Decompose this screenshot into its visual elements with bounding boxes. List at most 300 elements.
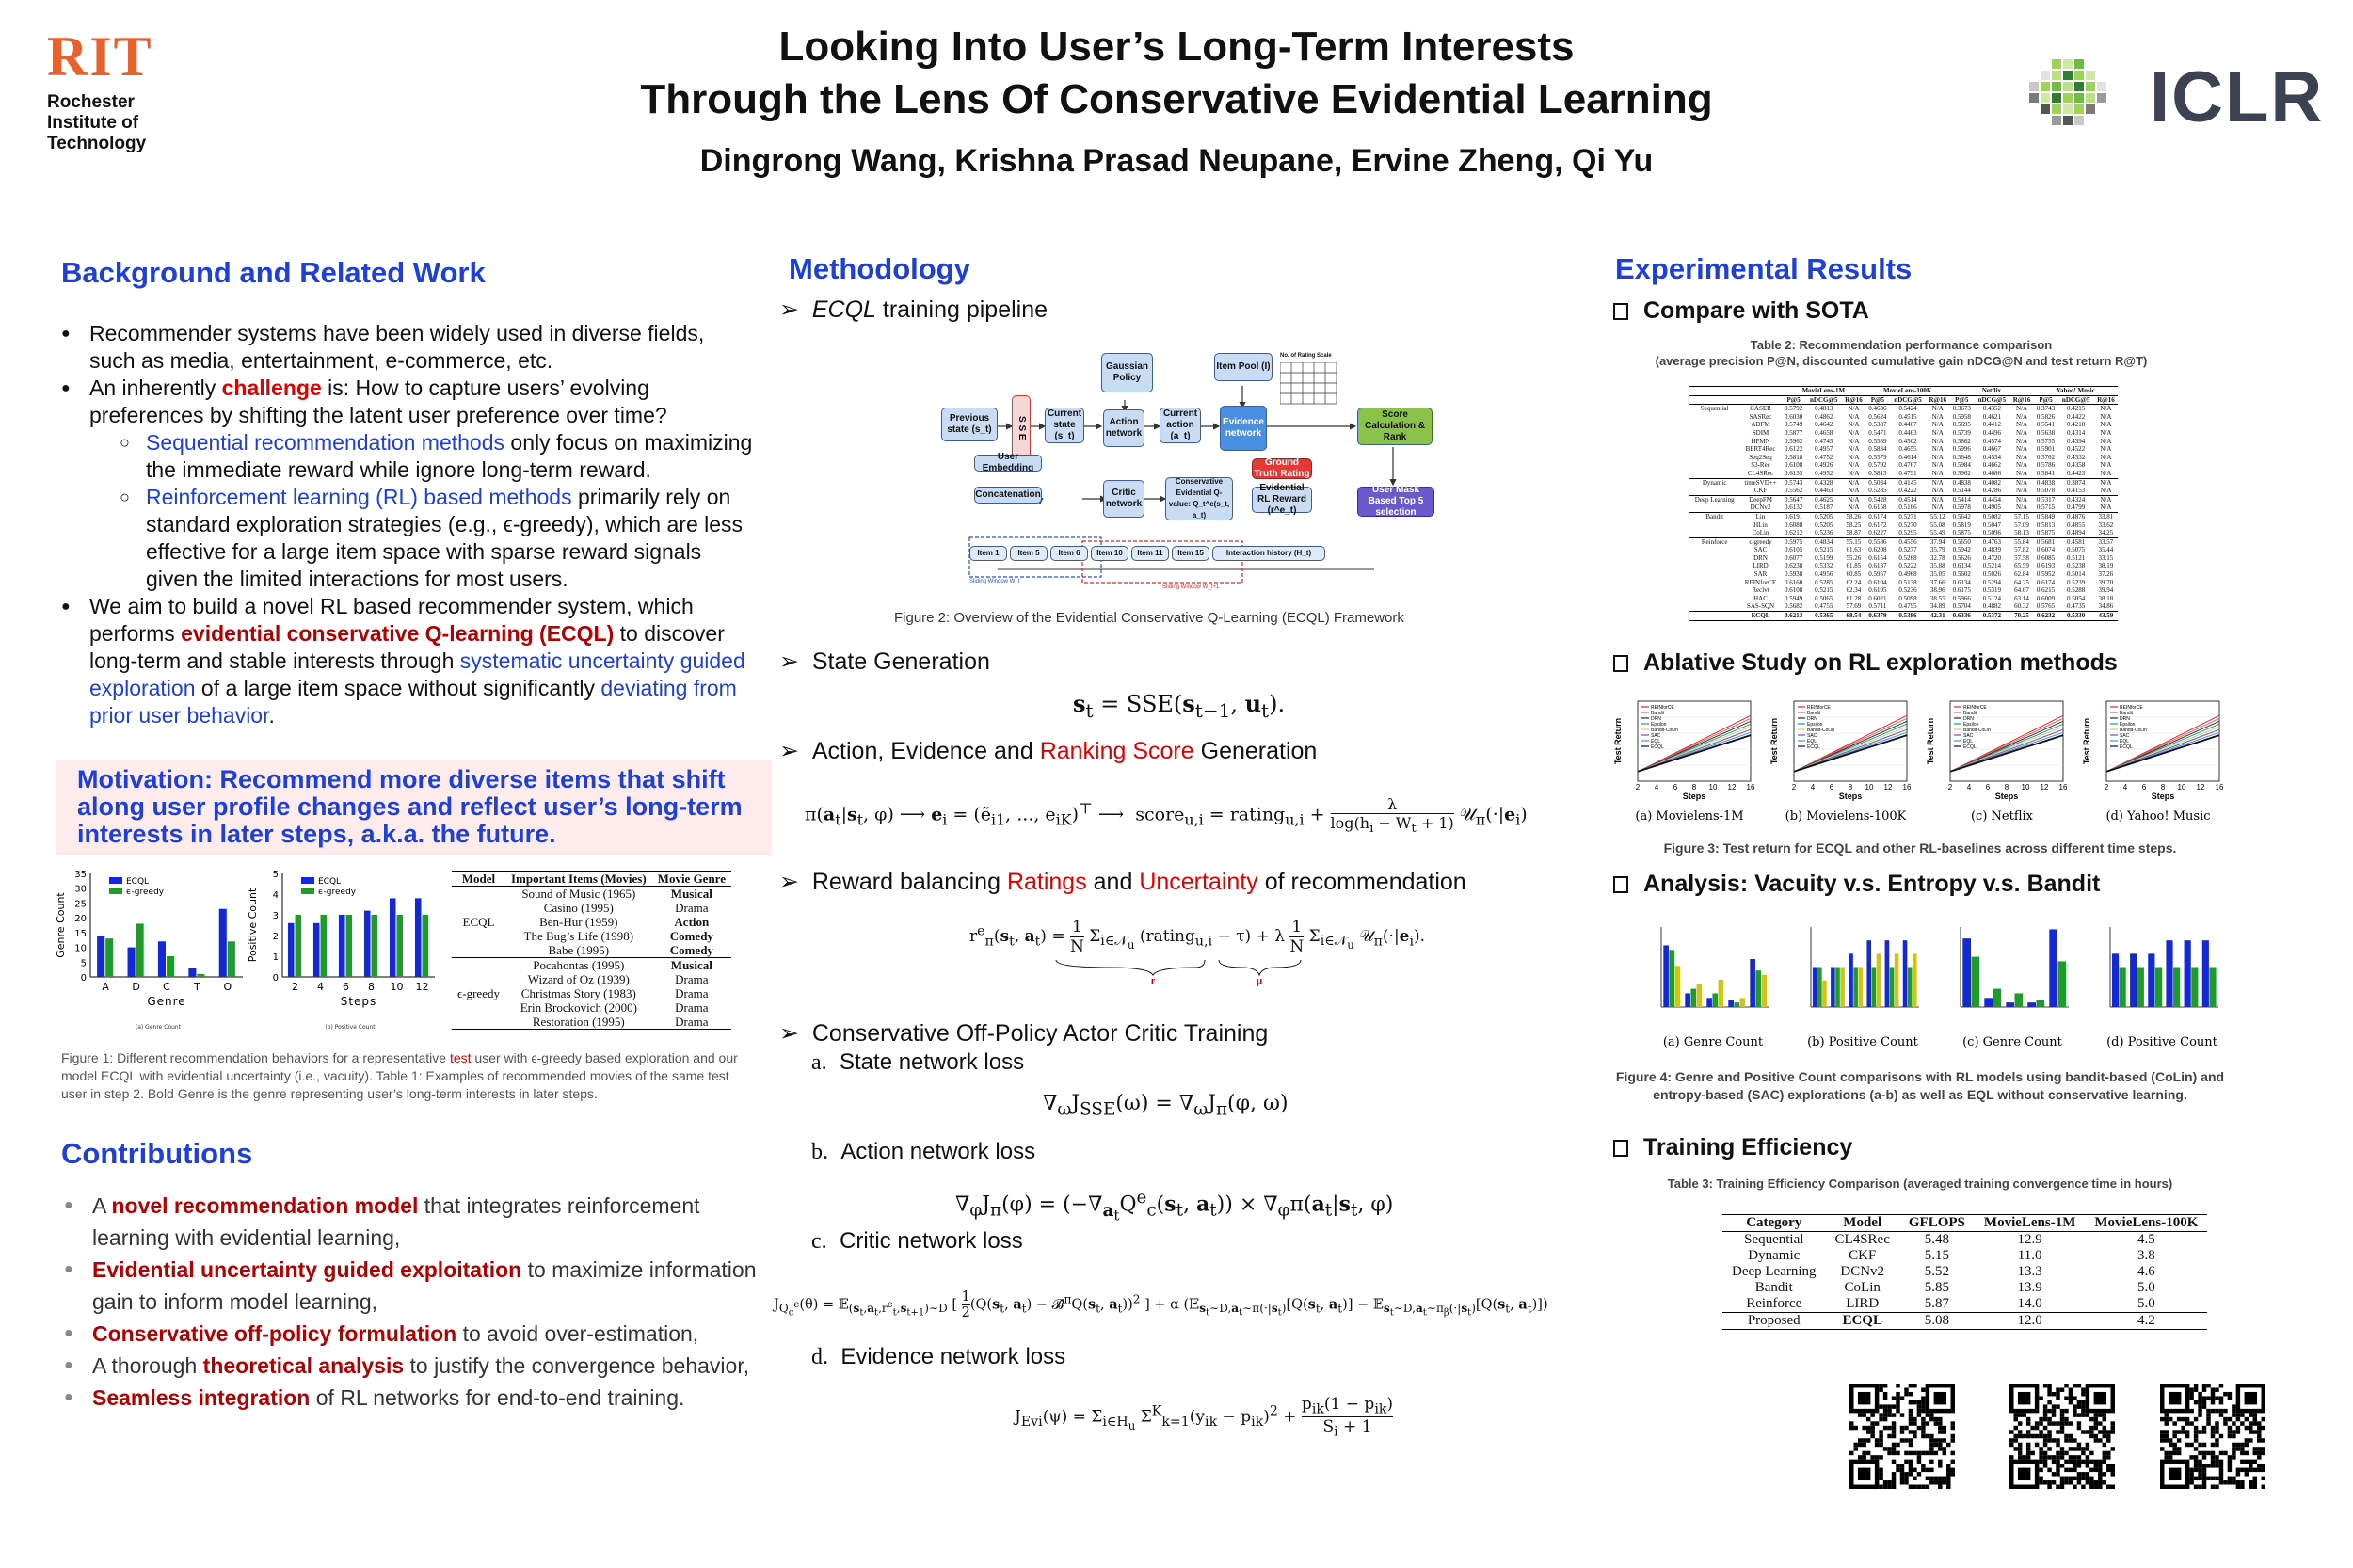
qr-module [1862, 1455, 1865, 1459]
qr-module [2039, 1468, 2042, 1472]
qr-module [2111, 1426, 2115, 1430]
table2-cell: 0.4658 [1815, 428, 1833, 437]
bar [1663, 945, 1669, 1007]
panel-label: (d) Positive Count [2106, 1035, 2217, 1049]
qr-module [2211, 1396, 2215, 1400]
x-tick-label: 10 [390, 981, 404, 993]
sota-heading [1613, 297, 1869, 325]
legend-label: ECQL [1963, 744, 1977, 750]
qr-module [1909, 1392, 1913, 1396]
bar [321, 915, 328, 977]
qr-module [1887, 1434, 1891, 1438]
table2-sub-header: nDCG@5 [1809, 395, 1838, 404]
table2-row [1689, 421, 2118, 429]
table2-cell: 0.4745 [1815, 437, 1833, 445]
ablative-heading [1613, 649, 2118, 677]
contribution-item [92, 1350, 760, 1382]
qr-module [2064, 1451, 2068, 1455]
qr-module [1938, 1447, 1942, 1450]
qr-module [1921, 1430, 1925, 1433]
table2-cell [1689, 421, 1739, 429]
table2-cell: 0.5755 [2036, 437, 2056, 445]
qr-code-icon[interactable] [1849, 1384, 1967, 1489]
legend-label: ECQL [126, 877, 150, 887]
qr-module [2022, 1434, 2025, 1438]
training-heading [1613, 1134, 1852, 1161]
table2-cell: N/A [2100, 445, 2112, 454]
bar [97, 936, 104, 977]
qr-module [2223, 1421, 2227, 1425]
rit-line: Technology [47, 134, 147, 153]
qr-module [2215, 1387, 2218, 1391]
qr-module [2064, 1384, 2068, 1387]
qr-module [1913, 1384, 1916, 1387]
qr-module [1896, 1451, 1899, 1455]
table2-cell: HAC [1753, 594, 1768, 602]
table2-cell: 0.6379 [1868, 612, 1887, 620]
qr-module [2035, 1434, 2039, 1438]
table2-cell: 0.6175 [1952, 586, 1971, 595]
table2-cell: 0.6212 [1784, 529, 1803, 537]
table2-cell [1689, 438, 1739, 446]
table2-cell: HPMN [1751, 437, 1770, 445]
table2-cell [1689, 612, 1739, 621]
state-generation-heading [779, 648, 990, 676]
qr-module [2098, 1413, 2102, 1416]
critic-network-box: Critic network [1103, 480, 1144, 518]
qr-module [1938, 1464, 1942, 1467]
qr-module [1896, 1409, 1899, 1413]
qr-module [1913, 1468, 1916, 1472]
table2-cell: 57.58 [2014, 553, 2029, 562]
table2-cell: 0.4581 [2067, 537, 2086, 546]
table3-row [1722, 1296, 2207, 1313]
table2-cell: 0.5938 [1784, 570, 1803, 579]
qr-module [2164, 1417, 2168, 1421]
table2-cell: 0.4082 [1982, 478, 2001, 487]
table2-sub-header: nDCG@5 [1894, 395, 1922, 404]
bar [364, 911, 371, 977]
qr-module [2257, 1447, 2261, 1450]
qr-module [2177, 1438, 2181, 1442]
table2-cell: 0.5205 [1815, 520, 1833, 529]
table2-cell: 0.4358 [2067, 461, 2086, 470]
table2-cell: 0.4332 [2067, 453, 2086, 461]
table2-cell: BERT4Rec [1745, 445, 1776, 454]
chart-panel-title: (a) Genre Count [135, 1024, 182, 1031]
table1-cell: Ben-Hur (1959) [539, 915, 618, 929]
qr-module [1934, 1438, 1938, 1442]
qr-module [1849, 1451, 1853, 1455]
qr-module [2081, 1485, 2085, 1489]
table2-cell: 0.5215 [1815, 586, 1833, 595]
table2-cell: 55.84 [2014, 537, 2029, 546]
x-tick-label: 16 [2215, 783, 2224, 792]
table2-cell: 0.4655 [1898, 445, 1917, 454]
qr-module [2181, 1426, 2185, 1430]
qr-module [1929, 1468, 1933, 1472]
qr-module [1943, 1430, 1946, 1433]
table2-cell: 0.6021 [1868, 594, 1887, 602]
x-tick-label: 12 [415, 981, 429, 993]
bar [1993, 989, 2002, 1007]
table2-cell: N/A [1848, 437, 1860, 445]
qr-module [2185, 1443, 2189, 1447]
qr-module [2245, 1460, 2249, 1464]
x-tick-label: 2 [1635, 783, 1641, 792]
bar [1853, 968, 1858, 1008]
y-axis-label: Test Return [1926, 717, 1935, 765]
qr-module [1904, 1392, 1908, 1396]
qr-module [2172, 1430, 2176, 1433]
table2-cell: 0.5034 [1868, 478, 1887, 487]
qr-module [2047, 1455, 2051, 1459]
panel-label: (a) Genre Count [1662, 1035, 1764, 1049]
qr-pattern [2009, 1384, 2115, 1489]
x-axis-label: Steps [1838, 792, 1863, 801]
qr-module [1879, 1468, 1882, 1472]
qr-module [1913, 1430, 1916, 1433]
table2-cell: 62.24 [1846, 578, 1862, 586]
bar [2120, 968, 2126, 1008]
x-tick-label: 12 [1883, 783, 1893, 792]
qr-module [2249, 1421, 2252, 1425]
qr-module [2064, 1438, 2068, 1442]
table2-cell: 0.5096 [1982, 529, 2001, 537]
table2-cell: N/A [1931, 504, 1944, 512]
table2-row [1689, 429, 2118, 438]
qr-module [1921, 1468, 1925, 1472]
table2-cell [1689, 470, 1739, 478]
qr-module [1896, 1443, 1899, 1447]
analysis-bar-chart [1783, 918, 1929, 1049]
qr-module [2081, 1409, 2085, 1413]
table3-cell: Reinforce [1746, 1296, 1802, 1311]
table2-cell: 63.14 [2014, 594, 2029, 602]
qr-code-icon[interactable] [2160, 1384, 2265, 1489]
qr-module [2215, 1443, 2218, 1447]
title-line: Looking Into User’s Long-Term Interests [778, 24, 1575, 70]
table2-sub-header: P@5 [1786, 395, 1801, 404]
qr-module [1938, 1430, 1942, 1433]
qr-module [2219, 1409, 2223, 1413]
table2-cell: 0.6208 [1868, 546, 1887, 554]
qr-module [2089, 1434, 2093, 1438]
table2-cell: 55.49 [1929, 529, 1945, 537]
table2-cell: 0.5285 [1868, 487, 1887, 495]
table2-cell: 0.4286 [1982, 487, 2001, 495]
ecql-framework-diagram [941, 353, 1459, 607]
qr-module [2223, 1409, 2227, 1413]
table2-row [1689, 504, 2118, 512]
legend-label: Epsilon [1807, 722, 1823, 728]
qr-module [1896, 1404, 1899, 1408]
qr-module [2077, 1447, 2081, 1450]
qr-module [1946, 1468, 1950, 1472]
qr-module [2073, 1460, 2076, 1464]
qr-module [1887, 1409, 1891, 1413]
current-action-box: Current action (a_t) [1160, 408, 1201, 443]
table1-cell: Drama [675, 1015, 709, 1029]
table2-cell: 0.4222 [1898, 487, 1917, 495]
qr-module [1929, 1434, 1933, 1438]
qr-module [2181, 1430, 2185, 1433]
table2-cell [1689, 595, 1739, 603]
table2-cell: 0.4454 [1982, 495, 2001, 504]
qr-module [1929, 1477, 1933, 1480]
qr-module [1879, 1472, 1882, 1476]
positive-count-plot [247, 870, 435, 1008]
panel-label: (b) Movielens-100K [1785, 809, 1907, 824]
qr-module [2086, 1464, 2089, 1467]
qr-module [1929, 1447, 1933, 1450]
qr-module [1921, 1434, 1925, 1438]
background-subbullet [146, 484, 753, 593]
table2-cell: 0.5626 [1952, 553, 1971, 562]
authors: Dingrong Wang, Krishna Prasad Neupane, Ervine Zheng, Qi Yu [699, 143, 1654, 179]
pipeline-text: training pipeline [875, 296, 1048, 323]
table2-cell: 0.5984 [1952, 461, 1971, 470]
qr-module [2018, 1451, 2022, 1455]
legend-label: Bandit-CoLin [2120, 728, 2147, 733]
table2-cell: 0.5695 [1952, 421, 1971, 429]
qr-module [2240, 1460, 2244, 1464]
table3-cell: 5.0 [2137, 1280, 2155, 1295]
x-axis-label: Steps [340, 995, 377, 1008]
table2-cell: 0.5319 [1982, 586, 2001, 595]
qr-module [2198, 1485, 2201, 1489]
bullet-text: Recommender systems have been widely used in diverse fields, such as media, entertainment, e-commerce, etc. [89, 321, 705, 373]
qr-module [2249, 1464, 2252, 1467]
qr-module [1943, 1477, 1946, 1480]
x-tick-label: 16 [1746, 783, 1755, 792]
table2-cell: 0.5121 [2067, 553, 2086, 562]
iclr-logo [2014, 52, 2324, 142]
qr-module [2202, 1455, 2206, 1459]
qr-module [2018, 1447, 2022, 1450]
table2-cell: 0.5124 [1982, 594, 2001, 602]
table2-cell: N/A [1931, 453, 1944, 461]
table2-cell: 0.6193 [2036, 562, 2056, 570]
qr-finder-core [2169, 1392, 2181, 1404]
table2-cell: N/A [1931, 495, 1944, 504]
qr-module [2073, 1477, 2076, 1480]
table3-cell: Deep Learning [1732, 1264, 1817, 1279]
qr-module [2060, 1409, 2064, 1413]
table2-cell: HLin [1753, 520, 1768, 529]
table2-cell: 37.94 [1929, 537, 1945, 546]
qr-module [2111, 1472, 2115, 1476]
table3-header: GFLOPS [1908, 1215, 1965, 1230]
qr-module [1917, 1451, 1921, 1455]
table2-row [1689, 487, 2118, 495]
table2-cell: N/A [2016, 421, 2028, 429]
x-tick-label: 4 [1654, 783, 1659, 792]
qr-module [2189, 1455, 2193, 1459]
rit-mark: RIT [47, 25, 153, 88]
qr-module [2211, 1477, 2215, 1480]
qr-module [2202, 1451, 2206, 1455]
table2-cell: 0.5826 [2036, 412, 2056, 421]
loss-index: c. [811, 1229, 827, 1254]
table3-cell: DCNv2 [1840, 1264, 1885, 1279]
figure3-caption: Figure 3: Test return for ECQL and other RL-baselines across different time steps. [1663, 840, 2177, 856]
qr-module [2081, 1447, 2085, 1450]
table2-cell: N/A [1848, 469, 1860, 477]
qr-module [2245, 1426, 2249, 1430]
bar [1813, 968, 1817, 1008]
table2-cell: 0.6085 [2036, 553, 2056, 562]
qr-module [2069, 1387, 2073, 1391]
table3-cell: CL4SRec [1834, 1232, 1890, 1247]
table2-cell: N/A [1931, 478, 1944, 487]
qr-module [1904, 1387, 1908, 1391]
qr-module [1926, 1434, 1929, 1438]
table2-cell: 39.70 [2098, 578, 2114, 586]
heading-text: Training Efficiency [1643, 1134, 1853, 1160]
item-box: Item 1 [969, 546, 1007, 561]
table2-cell: 0.5270 [1898, 520, 1917, 529]
table2-cell: 0.5762 [2036, 453, 2056, 461]
bar [1858, 968, 1863, 1008]
qr-code-icon[interactable] [2009, 1384, 2115, 1489]
table2-cell: 37.26 [2098, 570, 2114, 579]
x-tick-label: 10 [2021, 783, 2030, 792]
table2-cell: 0.5026 [1982, 570, 2001, 579]
table2-cell: 32.78 [1929, 553, 1945, 562]
qr-module [2013, 1417, 2017, 1421]
qr-module [2211, 1434, 2215, 1438]
table2-cell: 0.5082 [1982, 512, 2001, 520]
legend-label: DRN [1807, 716, 1817, 722]
qr-module [1866, 1426, 1870, 1430]
qr-module [2189, 1443, 2193, 1447]
y-tick-label: 25 [74, 899, 87, 910]
qr-module [1904, 1472, 1908, 1476]
uncertainty-highlight: systematic uncertainty guided exploration [89, 648, 745, 700]
table1-cell: Sound of Music (1965) [521, 887, 636, 901]
table2-cell: 39.94 [2098, 586, 2114, 595]
qr-module [2245, 1443, 2249, 1447]
contribution-text: to avoid over-estimation, [456, 1321, 699, 1346]
table2-cell: 0.5047 [1982, 520, 2001, 529]
table2-cell: 0.4394 [2067, 437, 2086, 445]
qr-module [2206, 1396, 2210, 1400]
table2-cell: CL4SRec [1747, 469, 1774, 477]
table2-cell: 0.5966 [1952, 594, 1971, 602]
table2-cell: 0.4952 [1815, 469, 1833, 477]
qr-module [2262, 1485, 2265, 1489]
bar [2155, 968, 2162, 1008]
table2-cell: N/A [2016, 504, 2028, 512]
qr-module [1896, 1384, 1899, 1387]
table2-cell [1689, 521, 1739, 530]
table2-cell: N/A [2100, 453, 2112, 461]
table2-cell: N/A [2100, 504, 2112, 512]
qr-module [1862, 1426, 1865, 1430]
table2-cell: REINforCE [1744, 578, 1777, 586]
table2-cell: N/A [2100, 428, 2112, 437]
qr-module [1892, 1421, 1896, 1425]
contribution-highlight: Evidential uncertainty guided exploitation [92, 1257, 522, 1282]
legend-label: REINforCE [2120, 705, 2143, 711]
qr-module [2073, 1396, 2076, 1400]
qr-module [2039, 1451, 2042, 1455]
qr-module [1900, 1430, 1904, 1433]
table2-cell: 0.4956 [1815, 570, 1833, 579]
table2-cell: 0.4407 [1898, 421, 1917, 429]
rating-scale-label: No. of Rating Scale [1280, 353, 1332, 359]
qr-module [2253, 1485, 2257, 1489]
qr-module [2253, 1413, 2257, 1416]
table2-cell: 0.4522 [2067, 445, 2086, 454]
table2-cell: 0.5818 [1784, 453, 1803, 461]
qr-module [2262, 1451, 2265, 1455]
qr-module [1943, 1447, 1946, 1450]
table3-cell: CKF [1849, 1248, 1877, 1263]
loss-d-heading [811, 1344, 1065, 1370]
qr-module [1909, 1430, 1913, 1433]
qr-module [2089, 1451, 2093, 1455]
qr-module [2219, 1384, 2223, 1387]
qr-module [1866, 1430, 1870, 1433]
qr-module [2077, 1455, 2081, 1459]
contribution-text: that integrates reinforcement learning with evidential learning, [92, 1193, 700, 1250]
qr-module [2069, 1438, 2073, 1442]
ranking-score-word: Ranking Score [1039, 738, 1194, 764]
qr-module [2172, 1421, 2176, 1425]
qr-module [1896, 1464, 1899, 1467]
table2-cell: 61.63 [1846, 546, 1862, 554]
table2-cell: 0.6088 [1784, 520, 1803, 529]
table2-cell: CASER [1750, 405, 1771, 413]
qr-module [1909, 1472, 1913, 1476]
qr-module [2077, 1400, 2081, 1404]
qr-module [2228, 1464, 2232, 1467]
y-axis-label: Positive Count [247, 888, 259, 963]
table2-cell: N/A [2100, 461, 2112, 470]
table2-cell: 0.5166 [1898, 504, 1917, 512]
table2-grid [1689, 386, 2118, 621]
table2-cell [1689, 504, 1739, 512]
qr-module [2189, 1477, 2193, 1480]
qr-module [2094, 1421, 2098, 1425]
table3-cell: 14.0 [2017, 1296, 2042, 1311]
qr-module [2047, 1421, 2051, 1425]
analysis-bar-plot [1811, 927, 1919, 1007]
table2-cell: 0.5648 [1952, 453, 1971, 461]
table2-cell [1689, 562, 1739, 570]
qr-module [1900, 1396, 1904, 1400]
contribution-item [92, 1382, 760, 1414]
qr-module [1904, 1426, 1908, 1430]
bar [1762, 975, 1768, 1007]
table2-cell: 0.5579 [1868, 453, 1887, 461]
table2-cell: 64.67 [2014, 586, 2029, 595]
bar [1840, 968, 1845, 1008]
bar [1728, 1000, 1734, 1007]
qr-module [2215, 1438, 2218, 1442]
qr-module [2060, 1464, 2064, 1467]
table2-cell: 0.5958 [1952, 412, 1971, 421]
qr-module [1879, 1443, 1882, 1447]
qr-module [2215, 1477, 2218, 1480]
qr-module [2064, 1421, 2068, 1425]
qr-module [2069, 1392, 2073, 1396]
qr-module [2056, 1472, 2059, 1476]
chart-panel-title: (b) Positive Count [325, 1024, 376, 1031]
table2-row [1689, 546, 2118, 554]
